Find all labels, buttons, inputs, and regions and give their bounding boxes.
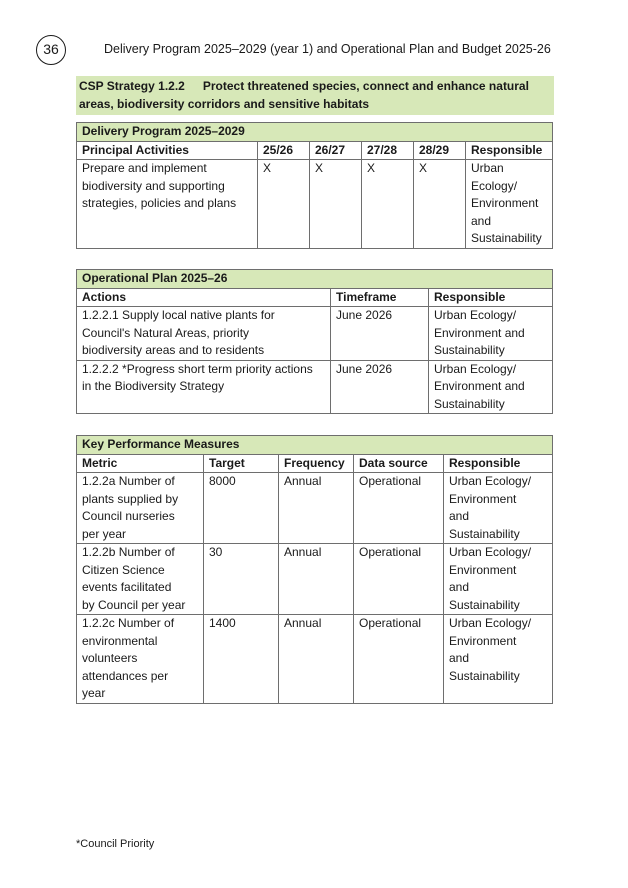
kpm-frequency: Annual	[279, 473, 354, 544]
kpm-metric-line: volunteers	[82, 651, 138, 665]
dp-responsible-line: Sustainability	[471, 231, 542, 245]
op-responsible-line: Sustainability	[434, 396, 505, 411]
table-row	[77, 360, 553, 414]
operational-plan-rows	[77, 307, 553, 414]
kpm-header-frequency: Frequency	[279, 454, 354, 473]
kpm-metric-line: attendances per	[82, 668, 169, 683]
dp-activity-line: strategies, policies and plans	[82, 196, 237, 210]
kpm-source: Operational	[354, 615, 444, 704]
op-responsible-line: Environment and	[434, 379, 525, 393]
kpm-frequency: Annual	[279, 544, 354, 615]
kpm-rows	[77, 473, 553, 704]
strategy-title-line1: Protect threatened species, connect and enhance natural	[202, 79, 529, 93]
kpm-responsible-line: and	[449, 509, 470, 523]
kpm-target: 1400	[204, 615, 279, 704]
kpm-metric-line: Citizen Science	[82, 562, 165, 577]
footnote: *Council Priority	[76, 838, 155, 850]
kpm-header-source: Data source	[354, 454, 444, 473]
kpm-responsible-line: Urban Ecology/	[449, 545, 532, 559]
kpm-responsible	[444, 473, 553, 544]
dp-header-2728: 27/28	[362, 141, 414, 160]
kpm-responsible-line: Urban Ecology/	[449, 616, 532, 630]
op-action-line: 1.2.2.1 Supply local native plants for	[82, 308, 275, 322]
dp-activity	[77, 160, 258, 249]
kpm-metric-line: year	[82, 686, 106, 700]
dp-responsible	[466, 160, 553, 249]
op-header-responsible: Responsible	[429, 288, 553, 307]
dp-responsible-line: Ecology/	[471, 178, 518, 193]
kpm-title: Key Performance Measures	[77, 436, 553, 455]
delivery-program-rows	[77, 160, 553, 249]
dp-year-2627: X	[310, 160, 362, 249]
kpm-responsible-line: Sustainability	[449, 668, 520, 683]
dp-header-2526: 25/26	[258, 141, 310, 160]
kpm-responsible	[444, 544, 553, 615]
kpm-responsible-line: and	[449, 580, 470, 594]
op-action-line: 1.2.2.2 *Progress short term priority actions	[82, 361, 313, 376]
kpm-header-target: Target	[204, 454, 279, 473]
kpm-frequency: Annual	[279, 615, 354, 704]
kpm-metric-line: 1.2.2c Number of	[82, 616, 175, 630]
op-responsible	[429, 360, 553, 414]
op-responsible-line: Urban Ecology/	[434, 308, 517, 322]
strategy-heading	[76, 76, 554, 115]
kpm-responsible-line: Urban Ecology/	[449, 474, 532, 488]
op-responsible	[429, 307, 553, 361]
kpm-metric-line: per year	[82, 526, 127, 541]
op-action-line: Council's Natural Areas, priority	[82, 325, 250, 340]
delivery-program-table	[76, 122, 553, 249]
kpm-metric	[77, 473, 204, 544]
kpm-metric	[77, 615, 204, 704]
kpm-source: Operational	[354, 544, 444, 615]
table-row	[77, 615, 553, 704]
op-header-timeframe: Timeframe	[331, 288, 429, 307]
dp-responsible-line: Environment	[471, 196, 539, 210]
dp-header-2627: 26/27	[310, 141, 362, 160]
operational-plan-table	[76, 269, 553, 414]
table-row	[77, 473, 553, 544]
op-action-line: in the Biodiversity Strategy	[82, 379, 225, 393]
kpm-responsible-line: Sustainability	[449, 597, 520, 612]
op-timeframe: June 2026	[331, 307, 429, 361]
dp-year-2728: X	[362, 160, 414, 249]
op-responsible-line: Environment and	[434, 325, 525, 340]
kpm-source: Operational	[354, 473, 444, 544]
strategy-title-line2: areas, biodiversity corridors and sensitive habitats	[79, 97, 370, 111]
op-responsible-line: Urban Ecology/	[434, 361, 517, 376]
kpm-metric-line: 1.2.2a Number of	[82, 474, 175, 488]
dp-activity-line: biodiversity and supporting	[82, 178, 225, 193]
kpm-responsible-line: Environment	[449, 633, 517, 648]
kpm-metric-line: Council nurseries	[82, 509, 175, 523]
strategy-code: CSP Strategy 1.2.2	[79, 79, 185, 93]
kpm-metric-line: plants supplied by	[82, 491, 179, 506]
dp-header-2829: 28/29	[414, 141, 466, 160]
kpm-metric	[77, 544, 204, 615]
dp-year-2526: X	[258, 160, 310, 249]
kpm-header-metric: Metric	[77, 454, 204, 473]
dp-responsible-line: and	[471, 213, 492, 228]
kpm-responsible-line: Environment	[449, 562, 517, 577]
op-timeframe: June 2026	[331, 360, 429, 414]
op-responsible-line: Sustainability	[434, 343, 505, 357]
kpm-metric-line: by Council per year	[82, 597, 186, 612]
dp-header-activities: Principal Activities	[77, 141, 258, 160]
table-row	[77, 544, 553, 615]
page-number: 36	[36, 35, 66, 65]
op-action	[77, 360, 331, 414]
dp-header-responsible: Responsible	[466, 141, 553, 160]
dp-activity-line: Prepare and implement	[82, 161, 207, 175]
kpm-metric-line: 1.2.2b Number of	[82, 545, 175, 559]
op-action-line: biodiversity areas and to residents	[82, 343, 265, 357]
kpm-metric-line: environmental	[82, 633, 158, 648]
operational-plan-title: Operational Plan 2025–26	[77, 270, 553, 289]
table-row	[77, 307, 553, 361]
kpm-responsible-line: Sustainability	[449, 526, 520, 541]
kpm-target: 30	[204, 544, 279, 615]
op-action	[77, 307, 331, 361]
dp-responsible-line: Urban	[471, 161, 504, 175]
kpm-metric-line: events facilitated	[82, 580, 172, 594]
kpm-responsible-line: and	[449, 651, 470, 665]
delivery-program-title: Delivery Program 2025–2029	[77, 123, 553, 142]
kpm-header-responsible: Responsible	[444, 454, 553, 473]
kpm-target: 8000	[204, 473, 279, 544]
page-header: Delivery Program 2025–2029 (year 1) and Operational Plan and Budget 2025-26	[104, 42, 551, 56]
table-row	[77, 160, 553, 249]
kpm-responsible-line: Environment	[449, 491, 517, 506]
dp-year-2829: X	[414, 160, 466, 249]
op-header-actions: Actions	[77, 288, 331, 307]
kpm-table	[76, 435, 553, 704]
kpm-responsible	[444, 615, 553, 704]
